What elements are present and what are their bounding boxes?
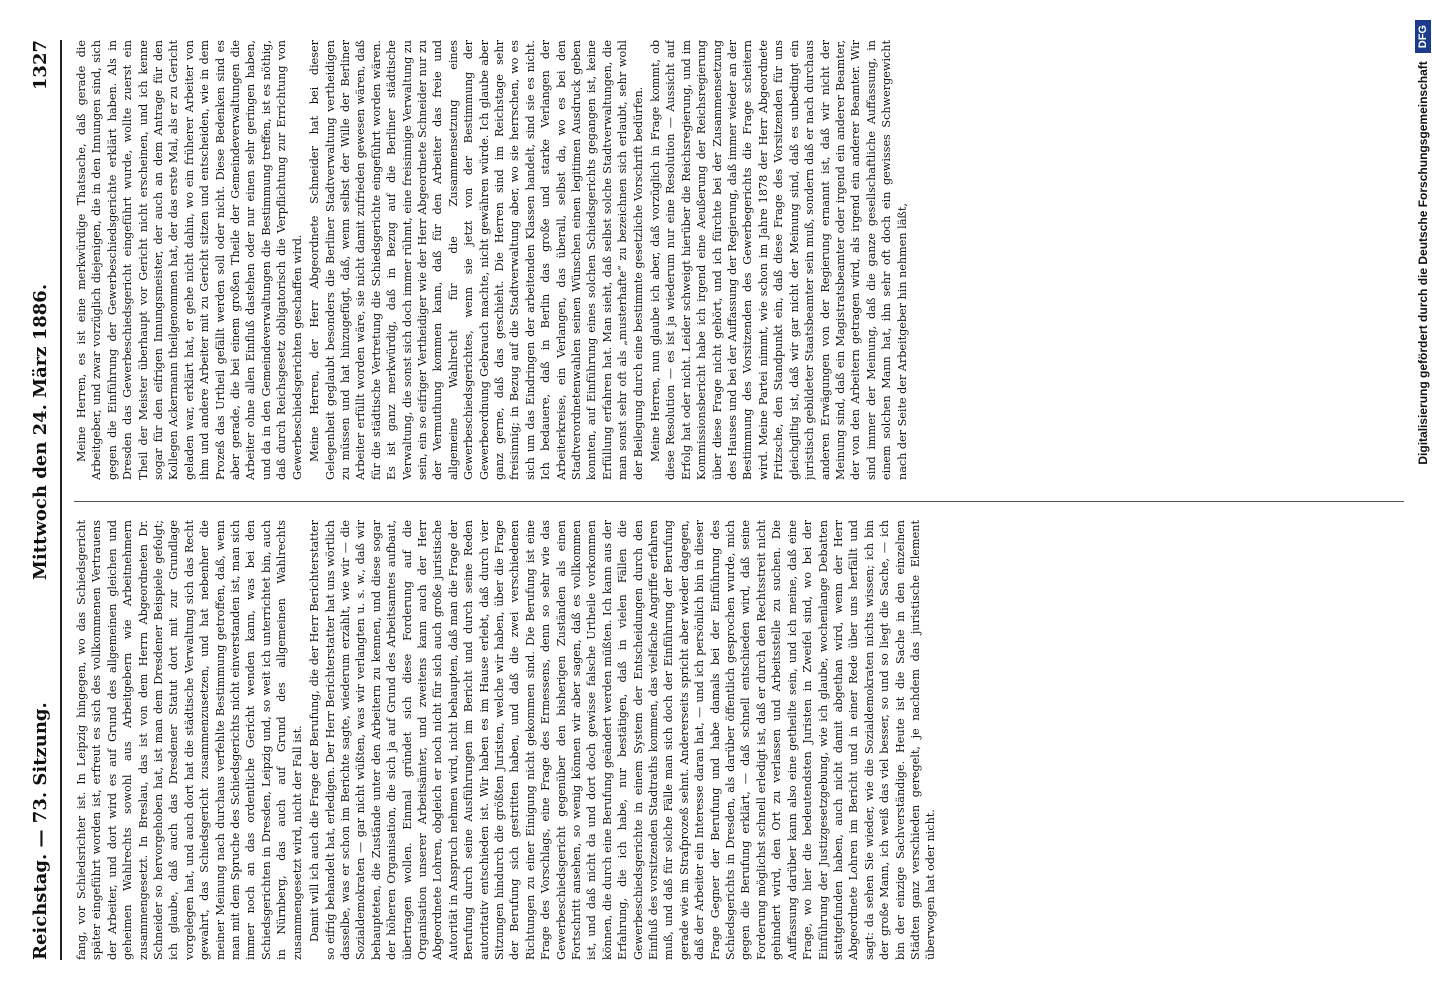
paragraph: Meine Herren, der Herr Abgeordnete Schneider hat bei dieser Gelegenheit geglaubt besonders die Berliner Stadtverwaltung vertheidigen zu müssen und hat hinzugefügt, daß, wenn selbst der Wille der Berliner Arbeiter erfüllt worden wäre, sie nicht damit zufrieden gewesen wären, daß für die städtische Vertretung die Schiedsgerichte eingeführt worden wären. Es ist ganz merkwürdig, daß in Bezug auf die Berliner städtische Verwaltung, die sonst sich doch immer rühmt, eine freisinnige Verwaltung zu sein, ein so eifriger Vertheidiger wie der Herr Abgeordnete Schneider nur zu der Vermuthung kommen kann, daß für den Arbeiter das freie und allgemeine Wahlrecht für die Zusammensetzung eines Gewerbeschiedsgerichtes, wenn sie jetzt von der Bestimmung der Gewerbeordnung Gebrauch machte, nicht gewähren würde. Ich glaube aber ganz gerne, daß das geschieht. Die Herren sind im Reichstage sehr freisinnig; in Bezug auf die Stadtverwaltung aber, wo sie herrschen, wo es sich um das Eindringen der arbeitenden Klassen handelt, sind sie es nicht. Ich bedauere, daß in Berlin das große und starke Verlangen der Arbeiterkreise, ein Verlangen, das überall, selbst da, wo es bei den Stadtverordnetenwahlen seinen Wünschen einen legitimen Ausdruck geben konnten, auf Einführung eines solchen Schiedsgerichts gegangen ist, keine Erfüllung erfahren hat. Man sieht, daß selbst solche Stadtverwaltungen, die man sonst sehr oft als „musterhafte“ zu bezeichnen sich erlaubt, sehr wohl der Beilegung durch eine bestimmte gesetzliche Vorschrift bedürfen. [308,40,645,480]
paragraph: fang, vor Schiedsrichter ist. In Leipzig hingegen, wo das Schiedsgericht später eingeführt worden ist, erfreut es sich des vollkommenen Vertrauens der Arbeiter, und dort wird es auf Grund des allgemeinen gleichen und geheimen Wahlrechts sowohl aus Arbeitgebern wie Arbeitnehmern zusammengesetzt. In Breslau, das ist von dem Herrn Abgeordneten Dr. Schneider so hervorgehoben hat, ist man dem Dresdener Beispiele gefolgt; ich glaube, daß auch das Dresdener Statut dort mit zur Grundlage vorgelegen hat, und auch dort hat die städtische Verwaltung sich das Recht gewahrt, das Schiedsgericht zusammenzusetzen, und hat nebenher die meiner Meinung nach durchaus verfehlte Bestimmung getroffen, daß, wenn man mit dem Spruche des Schiedsgerichts nicht einverstanden ist, man sich immer noch an das ordentliche Gericht wenden kann, was bei den Schiedsgerichten in Dresden, Leipzig und, so weit ich unterrichtet bin, auch in Nürnberg, das auch auf Grund des allgemeinen Wahlrechts zusammengesetzt wird, nicht der Fall ist. [75,520,304,960]
dfg-logo: DFG [1415,20,1431,53]
page-header [30,40,60,960]
paragraph: Damit will ich auch die Frage der Berufung, die der Herr Berichterstatter so eifrig behandelt hat, erledigen. Der Herr Berichterstatter hat uns wörtlich dasselbe, was er schon im Berichte sagte, wiederum erzählt, wie wir — die Sozialdemokraten — gar nicht wüßten, was wir verlangten u. s. w., daß wir behaupteten, die Zustände unter den Arbeitern zu kennen, und diese sogar der höheren Organisation, die sich ja auf Grund des Arbeitsamtes aufbaut, übertragen wollen. Einmal gründet sich diese Forderung auf die Organisation unserer Arbeitsämter, und zweitens kann auch der Herr Abgeordnete Lohren, obgleich er noch nicht für sich auch große juristische Autorität in Anspruch nehmen wird, nicht behaupten, daß man die Frage der Berufung durch seine Ausführungen im Bericht und durch seine Reden autoritativ entschieden ist. Wir haben es im Hause erlebt, daß durch vier Sitzungen hindurch die größten Juristen, welche wir haben, über die Frage der Berufung sich gestritten haben, und daß die zwei verschiedenen Richtungen zu einer Einigung nicht gekommen sind. Die Berufung ist eine Frage des Vorschlags, eine Frage des Ermessens, denn so sehr wie das Gewerbeschiedsgericht gegenüber den bisherigen Zuständen als einen Fortschritt ansehen, so wenig können wir aber sagen, daß es vollkommen ist, und daß nicht da und dort doch gewisse falsche Urtheile vorkommen können, die durch eine Berufung geändert werden müßten. Ich kann aus der Erfahrung, die ich habe, nur bestätigen, daß in vielen Fällen die Gewerbeschiedsgerichte in einem System der Entscheidungen durch den Einfluß des vorsitzenden Stadtraths kommen, das vielfache Angriffe erfahren muß, und daß für solche Fälle man sich doch der Einführung der Berufung gerade wie im Strafprozeß sehnt. Andererseits spricht aber wieder dagegen, daß der Arbeiter ein Interesse daran hat, — und ich persönlich bin in dieser Frage Gegner der Berufung und habe damals bei der Einführung des Schiedsgerichts in Dresden, als darüber öffentlich gesprochen wurde, mich gegen die Berufung erklärt, — daß schnell entschieden wird, daß seine Forderung möglichst schnell erledigt ist, daß er durch den Rechtsstreit nicht gehindert wird, den Ort zu verlassen und Arbeitsstelle zu suchen. Die Auffassung darüber kann also eine getheilte sein, und ich meine, daß eine Frage, wo hier die bedeutendsten Juristen in Zweifel sind, wo bei der Einführung der Justizgesetzgebung, wie ich glaube, wochenlange Debatten stattgefunden haben, auch nicht damit abgethan wird, wenn der Herr Abgeordnete Lohren im Bericht und in einer Rede über uns herfällt und sagt: da sehen Sie wieder, wie die Sozialdemokraten nichts wissen; ich bin der große Mann, ich weiß das viel besser, so und so liegt die Sache, — ich bin der einzige Sachverständige. Heute ist die Sache in den einzelnen Städten ganz verschieden geregelt, je nachdem das juristische Element überwogen hat oder nicht. [308,520,938,960]
left-column [74,520,1404,960]
funding-notice: Digitalisierung gefördert durch die Deutsche Forschungsgemeinschaft [1416,61,1430,465]
column-divider [74,501,1404,502]
header-rule [60,40,62,960]
paragraph: Meine Herren, es ist eine merkwürdige Thatsache, daß gerade die Arbeitgeber, und zwar vorzüglich diejenigen, die in den Innungen sind, sich gegen die Einführung der Gewerbeschiedsgerichte erklärt haben. Als in Dresden das Gewerbeschiedsgericht eingeführt wurde, wollte zuerst ein Theil der Meister überhaupt vor Gericht nicht erscheinen, und ich kenne sogar für den eifrigen Innungsmeister, der auch an dem Antrage für den Kollegen Ackermann theilgenommen hat, der das erste Mal, als er zu Gericht geladen war, erklärt hat, er gehe nicht dahin, wo ein früherer Arbeiter von ihm und andere Arbeiter mit zu Gericht sitzen und entscheiden, wie in dem Prozeß das Urtheil gefällt werden soll oder nicht. Diese Bedenken sind es aber gerade, die bei einem großen Theile der Gemeindeverwaltungen die Arbeiter ohne allen Einfluß dastehen oder nur einen sehr geringen haben, und da in den Gemeindeverwaltungen die Bestimmung treffen, ist es nöthig, daß durch Reichsgesetz obligatorisch die Verpflichtung zur Errichtung von Gewerbeschiedsgerichten geschaffen wird. [75,40,304,480]
header-date: Mittwoch den 24. März 1886. [30,283,51,580]
header-session: Reichstag. — 73. Sitzung. [30,702,51,960]
right-column [74,40,1404,480]
page-number: 1327 [30,40,51,91]
paragraph: Meine Herren, nun glaube ich aber, daß vorzüglich in Frage kommt, ob diese Resolution — es ist ja wiederum nur eine Resolution — Aussicht auf Erfolg hat oder nicht. Leider schweigt hierüber die Reichsregierung, und im Kommissionsbericht habe ich irgend eine Aeußerung der Reichsregierung über diese Frage nicht gehört, und ich fürchte bei der Zusammensetzung des Hauses und bei der Auffassung der Regierung, daß immer wieder an der Bestimmung des Vorsitzenden des Gewerbegerichts die Frage scheitern wird. Meine Partei nimmt, wie schon im Jahre 1878 der Herr Abgeordnete Fritzsche, den Standpunkt ein, daß diese Frage des Vorsitzenden für uns gleichgiltig ist, daß wir gar nicht der Meinung sind, daß es unbedingt ein juristisch gebildeter Staatsbeamter sein muß, sondern daß er nach durchaus anderen Erwägungen von der Regierung ernannt ist, daß wir nicht der Meinung sind, daß ein Magistratsbeamter oder irgend ein anderer Beamter, der von den Arbeitern getragen wird, als irgend ein anderer Beamter. Wir sind immer der Meinung, daß die ganze gesellschaftliche Auffassung, in einem solchen Mann hat, ihn sehr oft doch ein gewisses Schwergewicht nach der Seite der Arbeitgeber hin nehmen läßt, [649,40,909,480]
digitization-footer [1378,20,1428,980]
